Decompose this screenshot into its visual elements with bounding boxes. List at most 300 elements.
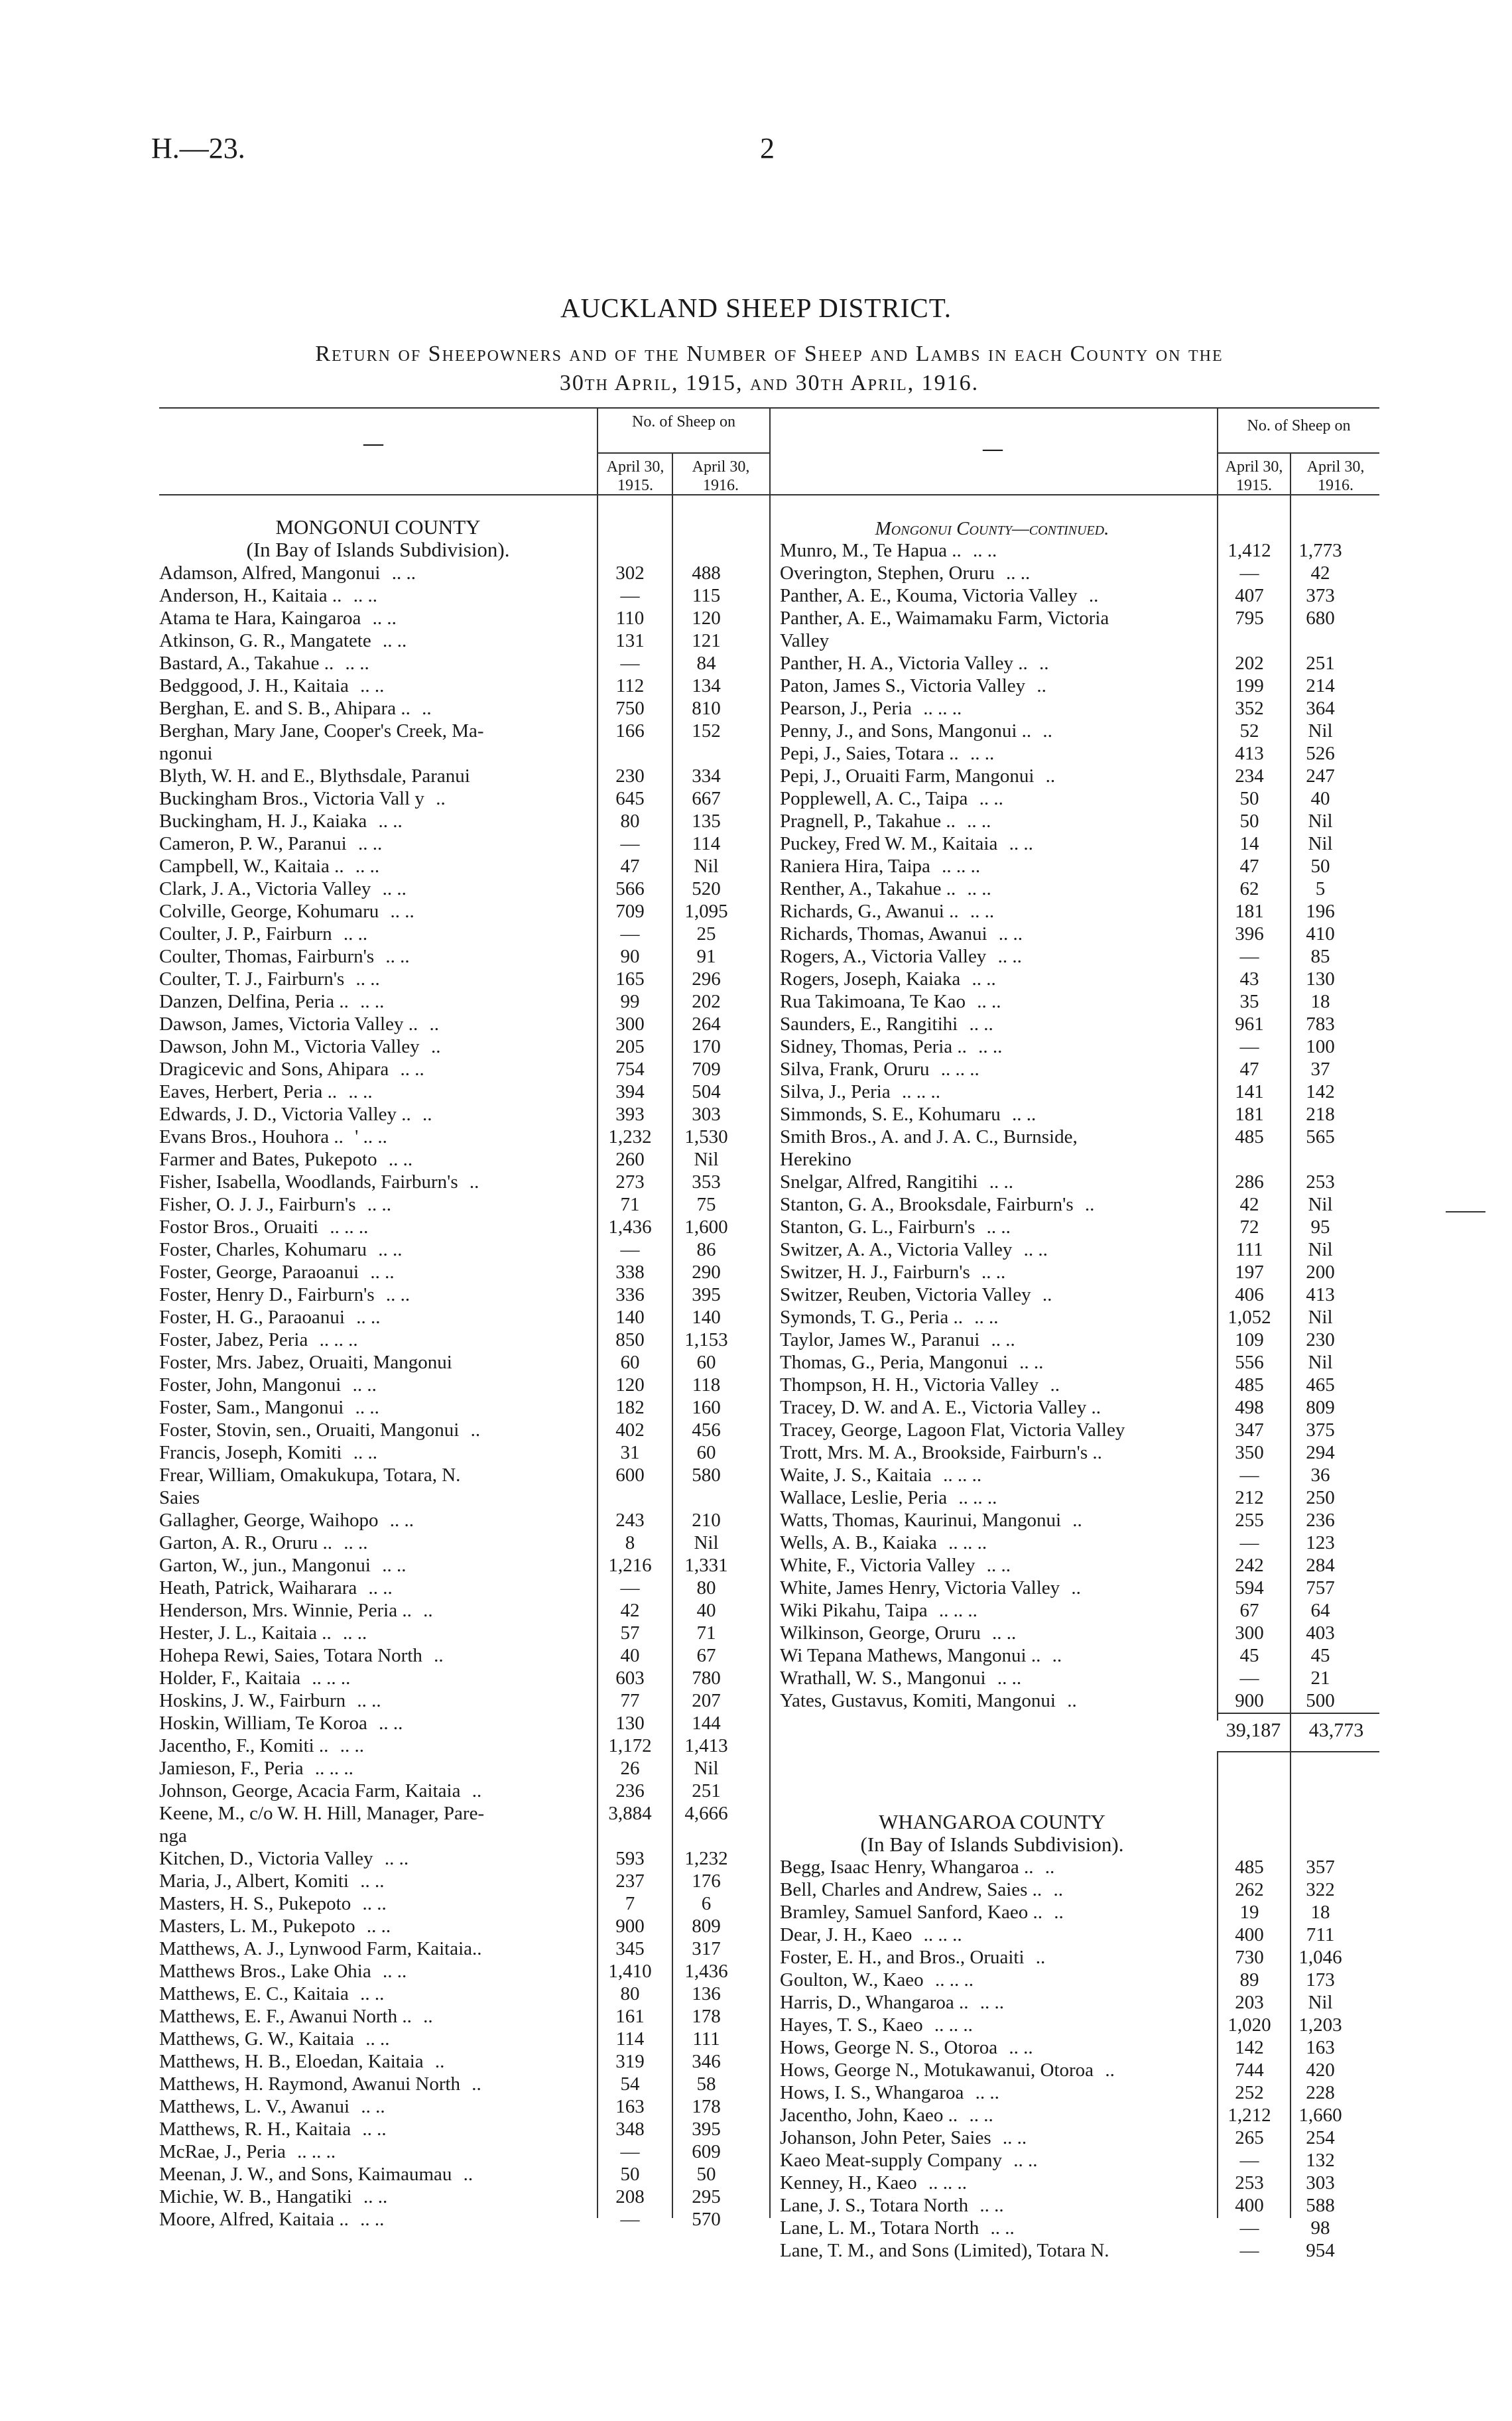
sheep-1915: 3,884 [608,1803,652,1824]
sheep-1916: 144 [692,1713,721,1734]
sheep-1916: 18 [1310,991,1330,1012]
owner-name: Pepi, J., Saies, Totara .. [780,743,959,764]
owner-cell [780,2194,1004,2217]
owner-cell [159,855,379,878]
owner-cell [159,1847,409,1870]
sheep-1915: 350 [1235,1442,1264,1463]
sheep-1916: 25 [696,923,716,945]
sheep-1916: 45 [1310,1645,1330,1666]
leader-dots: .. .. [357,1893,387,1914]
leader-dots: .. .. [348,1442,377,1463]
owner-name: Buckingham Bros., Victoria Vall y [159,788,424,809]
sheep-1915: 7 [625,1893,635,1914]
sheep-1915: 212 [1235,1487,1264,1508]
sheep-1916: 410 [1306,923,1335,945]
sheep-1915: 140 [615,1307,645,1328]
leader-dots: .. .. [962,878,991,899]
owner-name: Campbell, W., Kaitaia .. [159,856,344,877]
sheep-1916: 18 [1310,1902,1330,1923]
sheep-1915: 54 [620,2073,640,2095]
leader-dots: .. .. .. [943,1532,987,1553]
leader-dots: .. .. [338,1532,368,1553]
leader-dots: .. .. .. [897,1081,940,1102]
sheep-1916: 395 [692,2119,721,2140]
owner-cell [780,675,1046,697]
sheep-1915: 603 [615,1668,645,1689]
sheep-1916: 317 [692,1938,721,1959]
leader-dots: .. .. [360,2028,390,2050]
sheep-1916: 80 [696,1577,716,1599]
sheep-1916: 173 [1306,1969,1335,1991]
sheep-1915: — [1239,1465,1259,1486]
owner-name: Valley [780,630,830,651]
sheep-1915: 407 [1235,585,1264,606]
leader-dots: .. .. [373,1239,403,1260]
sheep-1915: 744 [1235,2060,1264,2081]
sheep-1916: Nil [1308,1307,1333,1328]
sheep-1916: 488 [692,562,721,584]
owner-name: Foster, H. G., Paraoanui [159,1307,345,1328]
leader-dots: .. .. .. [923,2172,967,2193]
left-name-column-header: — [363,432,383,454]
owner-name: Munro, M., Te Hapua .. [780,540,962,561]
sheep-1916: 214 [1306,675,1335,696]
sheep-1915: — [620,585,640,606]
owner-name: Tracey, George, Lagoon Flat, Victoria Valley [780,1419,1125,1441]
owner-cell [159,675,384,697]
owner-name: Kenney, H., Kaeo [780,2172,917,2193]
owner-name: Francis, Joseph, Komiti [159,1442,342,1463]
leader-dots: .. .. [377,1961,407,1982]
owner-cell [780,2172,967,2194]
leader-dots: .. .. [377,1555,407,1576]
sheep-1916: 178 [692,2096,721,2117]
sheep-1916: 709 [692,1059,721,1080]
leader-dots: .. .. [967,968,996,990]
sheep-1916: 58 [696,2073,716,2095]
sheep-1915: 255 [1235,1510,1264,1531]
owner-name: Foster, E. H., and Bros., Oruaiti [780,1947,1025,1968]
sheep-1916: 250 [1306,1487,1335,1508]
sheep-1916: 210 [692,1510,721,1531]
leader-dots: .. .. .. [918,1924,962,1945]
owner-cell [780,1013,993,1035]
sheep-1916: 954 [1306,2240,1335,2261]
sheep-1916: 5 [1315,878,1326,899]
owner-cell [159,562,416,584]
owner-cell [780,2149,1038,2172]
owner-cell [159,1734,364,1757]
leader-dots: .. .. [373,811,403,832]
owner-name: Wilkinson, George, Oruru [780,1622,981,1644]
sheep-1915: 394 [615,1081,645,1102]
owner-cell [159,1216,368,1238]
leader-dots: .. .. [970,1307,999,1328]
sheep-1915: 182 [615,1397,645,1418]
sheep-1916: 403 [1306,1622,1335,1644]
sheep-1916: 780 [692,1668,721,1689]
sheep-1916: 196 [1306,901,1335,922]
sheep-1916: 178 [692,2006,721,2027]
sheep-1915: 754 [615,1059,645,1080]
leader-dots: .. [1032,675,1046,696]
sheep-1915: 40 [620,1645,640,1666]
owner-cell [780,1171,1013,1193]
sheep-1916: Nil [1308,1352,1333,1373]
owner-name: Stanton, G. A., Brooksdale, Fairburn's [780,1194,1074,1215]
sheep-1916: 1,232 [684,1848,728,1869]
sheep-1915: 14 [1239,833,1259,854]
leader-dots: .. .. [395,1059,424,1080]
sheep-1915: — [620,833,640,854]
owner-cell [159,1644,444,1667]
owner-cell [159,607,397,629]
leader-dots: .. .. [365,1262,395,1283]
sheep-1916: 1,660 [1298,2105,1342,2126]
sheep-1916: 135 [692,811,721,832]
sheep-1916: 680 [1306,608,1335,629]
owner-name: Colville, George, Kohumaru [159,901,379,922]
sheep-1916: 334 [692,765,721,787]
sheep-1916: 526 [1306,743,1335,764]
leader-dots: .. .. [353,833,383,854]
sheep-1916: 667 [692,788,721,809]
sheep-1916: 809 [692,1916,721,1937]
leader-dots: .. .. [338,1622,367,1644]
leader-dots: .. [1031,1947,1046,1968]
sheep-1915: 600 [615,1465,645,1486]
sheep-1915: 260 [615,1149,645,1170]
owner-cell [159,2163,473,2186]
sheep-1915: 393 [615,1104,645,1125]
owner-cell [159,1306,380,1329]
owner-name: Kaeo Meat-supply Company [780,2150,1003,2171]
owner-cell [159,2028,389,2050]
leader-dots: .. .. [377,630,407,651]
leader-dots: .. .. [355,2209,385,2230]
owner-cell [159,742,220,765]
sheep-1916: 1,600 [684,1216,728,1238]
leader-dots: .. .. [975,2195,1004,2216]
owner-name: Fostor Bros., Oruaiti [159,1216,319,1238]
sheep-1916: Nil [694,1532,719,1553]
left-col-1915-header: April 30, 1915. [606,458,664,494]
sheep-1915: 203 [1235,1992,1264,2013]
owner-name: Matthews Bros., Lake Ohia [159,1961,371,1982]
owner-cell [159,1035,440,1058]
sheep-1916: 711 [1306,1924,1335,1945]
leader-dots: .. [417,1104,432,1125]
owner-name: Panther, A. E., Kouma, Victoria Valley [780,585,1078,606]
mongonui-county-heading: MONGONUI COUNTY [275,515,481,539]
owner-cell [159,1080,373,1103]
owner-cell [780,2059,1115,2081]
owner-name: Stanton, G. L., Fairburn's [780,1216,976,1238]
owner-cell [780,1924,962,1946]
leader-dots: .. [1066,1577,1081,1599]
sheep-1916: 37 [1310,1059,1330,1080]
owner-name: Wallace, Leslie, Peria [780,1487,948,1508]
leader-dots: .. .. .. [929,2014,973,2036]
leader-dots: .. [1048,1879,1063,1900]
page-subtitle [159,340,1379,398]
sheep-1915: 593 [615,1848,645,1869]
sheep-1915: 161 [615,2006,645,2027]
leader-dots: .. [1034,653,1049,674]
sheep-1916: 1,530 [684,1126,728,1147]
sheep-1915: 131 [615,630,645,651]
leader-dots: .. [1062,1690,1077,1711]
sheep-1916: 373 [1306,585,1335,606]
owner-cell [780,1238,1048,1261]
owner-cell [159,1577,393,1599]
sheep-1915: 205 [615,1036,645,1057]
owner-name: Switzer, Reuben, Victoria Valley [780,1284,1031,1305]
sheep-1916: 251 [1306,653,1335,674]
owner-name: Panther, A. E., Waimamaku Farm, Victoria [780,608,1109,629]
leader-dots: .. [1068,1510,1082,1531]
sheep-1916: 1,773 [1298,540,1342,561]
owner-name: Farmer and Bates, Pukepoto [159,1149,377,1170]
owner-cell [159,1396,379,1419]
owner-name: Matthews, H. Raymond, Awanui North [159,2073,461,2095]
leader-dots: .. .. [338,923,368,945]
sheep-1915: 1,436 [608,1216,652,1238]
sheep-1915: 165 [615,968,645,990]
owner-name: Holder, F., Kaitaia [159,1668,301,1689]
sheep-1915: 730 [1235,1947,1264,1968]
owner-name: Switzer, H. J., Fairburn's [780,1262,970,1283]
leader-dots: .. .. [355,991,385,1012]
owner-name: Frear, William, Omakukupa, Totara, N. [159,1465,461,1486]
sheep-1915: 26 [620,1758,640,1779]
owner-cell [780,1283,1052,1306]
sheep-1915: 336 [615,1284,645,1305]
owner-cell [780,1464,981,1486]
owner-cell [780,1946,1045,1969]
owner-cell [159,1825,194,1847]
leader-dots: .. .. [385,901,414,922]
owner-cell [159,1757,353,1780]
owner-cell [780,765,1055,787]
leader-dots: .. .. [361,1916,391,1937]
owner-name: Penny, J., and Sons, Mangonui .. [780,720,1032,742]
owner-cell [780,1532,987,1554]
owner-name: Panther, H. A., Victoria Valley .. [780,653,1028,674]
leader-dots: .. .. [335,1735,364,1756]
sheep-1915: 60 [620,1352,640,1373]
leader-dots: .. .. [350,1397,379,1418]
total-top-rule [1218,1713,1379,1714]
leader-dots: .. .. [350,856,380,877]
sheep-1916: 170 [692,1036,721,1057]
leader-dots: .. .. [1014,1352,1044,1373]
sheep-1916: 40 [1310,788,1330,809]
right-col-1916-header: April 30, 1916. [1306,458,1365,494]
sheep-1915: 1,410 [608,1961,652,1982]
sheep-1915: 67 [1239,1600,1259,1621]
sheep-1915: — [620,923,640,945]
owner-cell [159,1013,439,1035]
owner-name: Moore, Alfred, Kaitaia .. [159,2209,349,2230]
owner-cell [159,1329,358,1351]
owner-name: McRae, J., Peria [159,2141,286,2162]
leader-dots: .. .. .. [292,2141,336,2162]
owner-name: Trott, Mrs. M. A., Brookside, Fairburn's .. [780,1442,1102,1463]
owner-cell [159,1622,367,1644]
sheep-1916: 375 [1306,1419,1335,1441]
owner-cell [159,1283,410,1306]
sheep-1915: — [1239,562,1259,584]
owner-cell [780,1486,997,1509]
owner-cell [780,1396,1107,1419]
sheep-1916: 1,095 [684,901,728,922]
leader-dots: .. .. [972,991,1001,1012]
sheep-1915: 1,020 [1228,2014,1271,2036]
sheep-1915: — [1239,2150,1259,2171]
owner-name: Masters, H. S., Pukepoto [159,1893,351,1914]
sheep-1916: 42 [1310,562,1330,584]
sheep-1915: 230 [615,765,645,787]
leader-dots: .. .. [351,968,380,990]
sheep-1916: 810 [692,698,721,719]
leader-dots: .. [1048,1902,1064,1923]
owner-cell [780,1374,1060,1396]
sheep-1915: 80 [620,811,640,832]
leader-dots: .. .. [1001,562,1031,584]
owner-cell [780,968,996,990]
sheep-1916: 4,666 [684,1803,728,1824]
sheep-1916: Nil [694,1758,719,1779]
sheep-1916: 67 [696,1645,716,1666]
sheep-1915: 141 [1235,1081,1264,1102]
owner-cell [159,1915,391,1937]
sheep-1915: 77 [620,1690,640,1711]
owner-cell [780,1991,1004,2014]
owner-cell [159,968,380,990]
sheep-1915: 130 [615,1713,645,1734]
owner-name: Pragnell, P., Takahue .. [780,811,956,832]
owner-cell [159,1103,432,1126]
leader-dots: .. [430,788,446,809]
owner-cell [780,787,1003,810]
left-col-1916-header: April 30, 1916. [692,458,750,494]
sheep-1916: 364 [1306,698,1335,719]
sheep-1915: 90 [620,946,640,967]
leader-dots: .. [1045,1374,1060,1396]
leader-dots: .. .. [968,540,997,561]
sheep-1916: 247 [1306,765,1335,787]
leader-dots: .. .. [362,1194,391,1215]
leader-dots: .. .. [344,1081,373,1102]
sheep-1916: 84 [696,653,716,674]
sheep-1916: Nil [1308,833,1333,854]
sheep-1915: 402 [615,1419,645,1441]
leader-dots: .. .. [351,1307,381,1328]
sheep-1916: 357 [1306,1857,1335,1878]
owner-name: Matthews, H. B., Eloedan, Kaitaia [159,2051,424,2072]
leader-dots: .. [424,1014,439,1035]
sheep-1915: 71 [620,1194,640,1215]
sheep-1915: 57 [620,1622,640,1644]
owner-name: Coulter, Thomas, Fairburn's [159,946,375,967]
sheep-1915: 42 [620,1600,640,1621]
sheep-1915: 72 [1239,1216,1259,1238]
owner-name: Dear, J. H., Kaeo [780,1924,913,1945]
leader-dots: .. .. [964,1014,993,1035]
sheep-1916: 60 [696,1442,716,1463]
leader-dots: .. [464,1171,479,1193]
owner-cell [159,2073,481,2095]
leader-dots: .. .. [974,788,1003,809]
owner-name: Buckingham, H. J., Kaiaka [159,811,367,832]
owner-cell [780,878,991,900]
owner-name: Bramley, Samuel Sanford, Kaeo .. [780,1902,1042,1923]
sheep-1915: 42 [1239,1194,1259,1215]
owner-name: Raniera Hira, Taipa [780,856,930,877]
sheep-1915: 566 [615,878,645,899]
owner-name: Taylor, James W., Paranui [780,1329,980,1350]
sheep-1916: 395 [692,1284,721,1305]
owner-name: Heath, Patrick, Waiharara [159,1577,357,1599]
owner-cell [159,1126,387,1148]
leader-dots: .. .. [348,585,377,606]
owner-name: Switzer, A. A., Victoria Valley [780,1239,1013,1260]
owner-cell [159,923,367,945]
owner-name: Pepi, J., Oruaiti Farm, Mangonui [780,765,1035,787]
sheep-1915: 1,172 [608,1735,652,1756]
sheep-1916: 114 [692,833,721,854]
sheep-1916: 303 [1306,2172,1335,2193]
sheep-1916: 294 [1306,1442,1335,1463]
owner-name: Herekino [780,1149,851,1170]
owner-cell [780,584,1098,607]
sheep-1915: 262 [1235,1879,1264,1900]
sheep-1916: 85 [1310,946,1330,967]
owner-name: Matthews, L. V., Awanui [159,2096,350,2117]
leader-dots: .. .. .. [918,698,962,719]
owner-name: Popplewell, A. C., Taipa [780,788,968,809]
owner-cell [159,2005,433,2028]
leader-dots: .. [458,2164,473,2185]
owner-name: Keene, M., c/o W. H. Hill, Manager, Pare- [159,1803,485,1824]
owner-cell [159,1780,481,1802]
sheep-1916: 456 [692,1419,721,1441]
owner-cell [159,1802,491,1825]
leader-dots: .. .. .. [310,1758,353,1779]
sheep-1916: 75 [696,1194,716,1215]
leader-dots: .. .. [984,1171,1013,1193]
sheep-1915: 89 [1239,1969,1259,1991]
sheep-1915: 199 [1235,675,1264,696]
owner-cell [780,2104,993,2127]
sheep-1916: 121 [692,630,721,651]
leader-dots: .. [428,1645,444,1666]
owner-cell [159,832,382,855]
sheep-1916: 420 [1306,2060,1335,2081]
owner-cell [159,1983,384,2005]
owner-name: Kitchen, D., Victoria Valley [159,1848,373,1869]
owner-name: Bastard, A., Takahue .. [159,653,334,674]
sheep-1916: 580 [692,1465,721,1486]
sheep-1915: 242 [1235,1555,1264,1576]
leader-dots: .. .. [373,1713,403,1734]
sheep-1915: 252 [1235,2082,1264,2103]
leader-dots: .. .. [970,2082,999,2103]
sheep-1915: 400 [1235,1924,1264,1945]
owner-cell [159,1238,402,1261]
owner-cell [159,1148,412,1171]
